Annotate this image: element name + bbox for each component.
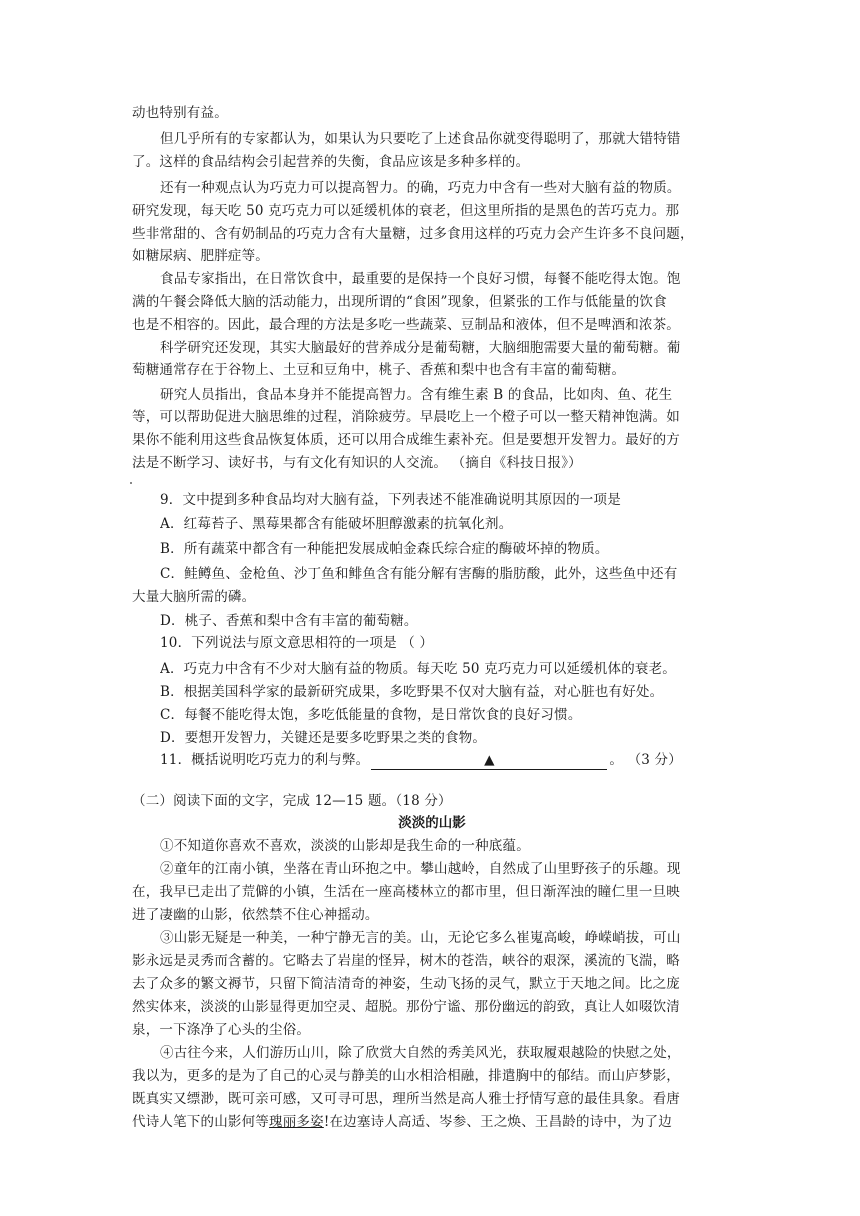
article-line: 泉，一下涤净了心头的尘俗。 (132, 1022, 311, 1038)
article-line: 在，我早已走出了荒僻的小镇，生活在一座高楼林立的都市里，但日渐浑浊的瞳仁里一旦映 (132, 884, 680, 900)
article-line: ③山影无疑是一种美，一种宁静无言的美。山，无论它多么崔嵬高峻，峥嵘峭拔，可山 (160, 930, 681, 946)
passage-line: 些非常甜的、含有奶制品的巧克力含有大量糖，过多食用这样的巧克力会产生许多不良问题， (132, 226, 694, 242)
passage-line: 法是不断学习、读好书，与有文化有知识的人交流。 （摘自《科技日报》） (132, 455, 582, 471)
article-line: 进了凄幽的山影，依然禁不住心神摇动。 (132, 907, 379, 923)
passage-line: 等，可以帮助促进大脑思维的过程，消除疲劳。早晨吃上一个橙子可以一整天精神饱满。如 (132, 409, 680, 425)
answer-blank[interactable] (371, 751, 607, 770)
article-line: 然实体来，淡淡的山影显得更加空灵、超脱。那份宁谧、那份幽远的韵致，真让人如啜饮清 (132, 999, 680, 1015)
stray-mark (130, 482, 132, 484)
passage-line: 食品专家指出，在日常饮食中，最重要的是保持一个良好习惯，每餐不能吃得太饱。饱 (160, 271, 681, 287)
passage-line: 研究人员指出，食品本身并不能提高智力。含有维生素 B 的食品，比如肉、鱼、花生 (160, 387, 673, 403)
triangle-icon: ▲ (484, 752, 495, 768)
question-10-option-a: A．巧克力中含有不少对大脑有益的物质。每天吃 50 克巧克力可以延缓机体的衰老。 (160, 661, 677, 677)
passage-line: 研究发现，每天吃 50 克巧克力可以延缓机体的衰老，但这里所指的是黑色的苦巧克力。那 (132, 203, 680, 219)
section-heading: （二）阅读下面的文字，完成 12—15 题。（18 分） (132, 793, 452, 809)
question-9-option-a: A．红莓苔子、黑莓果都含有能破坏胆醇激素的抗氧化剂。 (160, 516, 513, 532)
passage-line: 也是不相容的。因此，最合理的方法是多吃一些蔬菜、豆制品和液体，但不是啤酒和浓茶。 (132, 317, 680, 333)
question-9-option-b: B．所有蔬菜中都含有一种能把发展成帕金森氏综合症的酶破坏掉的物质。 (160, 541, 609, 557)
question-10-option-c: C．每餐不能吃得太饱，多吃低能量的食物，是日常饮食的良好习惯。 (160, 707, 582, 723)
passage-line: 还有一种观点认为巧克力可以提高智力。的确，巧克力中含有一些对大脑有益的物质。 (160, 180, 681, 196)
question-11-score: 。 （3 分） (609, 752, 682, 768)
question-9-stem: 9．文中提到多种食品均对大脑有益，下列表述不能准确说明其原因的一项是 (160, 492, 621, 508)
article-line: ②童年的江南小镇，坐落在青山环抱之中。攀山越岭，自然成了山里野孩子的乐趣。现 (160, 861, 681, 877)
article-line (132, 1111, 732, 1133)
article-line-before: 代诗人笔下的山影何等 (132, 1114, 269, 1130)
question-9-option-c-cont: 大量大脑所需的磷。 (132, 589, 256, 605)
question-9-option-d: D．桃子、香蕉和梨中含有丰富的葡萄糖。 (160, 613, 418, 629)
underlined-phrase: 瑰丽多姿 (269, 1114, 324, 1130)
question-10-option-d: D．要想开发智力，关键还是要多吃野果之类的食物。 (160, 730, 487, 746)
passage-line: 满的午餐会降低大脑的活动能力，出现所谓的“食困”现象，但紧张的工作与低能量的饮食 (132, 294, 667, 310)
question-11-stem: 11．概括说明吃巧克力的利与弊。 (160, 752, 370, 768)
article-line: 既真实又缥渺，既可亲可感，又可寻可思，理所当然是高人雅士抒情写意的最佳具象。看唐 (132, 1091, 680, 1107)
passage-line: 萄糖通常存在于谷物上、土豆和豆角中，桃子、香蕉和梨中也含有丰富的葡萄糖。 (132, 362, 626, 378)
passage-line: 动也特别有益。 (132, 105, 228, 121)
article-line: 去了众多的繁文褥节，只留下简洁清奇的神姿，生动飞扬的灵气，默立于天地之间。比之庞 (132, 976, 680, 992)
question-9-option-c: C．鲑鳟鱼、金枪鱼、沙丁鱼和鲱鱼含有能分解有害酶的脂肪酸，此外，这些鱼中还有 (160, 566, 678, 582)
article-line-after: !在边塞诗人高适、岑参、王之焕、王昌龄的诗中，为了边 (323, 1114, 672, 1130)
article-line: ①不知道你喜欢不喜欢，淡淡的山影却是我生命的一种底蕴。 (160, 838, 530, 854)
passage-line: 科学研究还发现，其实大脑最好的营养成分是葡萄糖，大脑细胞需要大量的葡萄糖。葡 (160, 340, 681, 356)
question-11 (160, 749, 732, 771)
article-line: 影永远是灵秀而含蓄的。它略去了岩崖的怪异，树木的苍浩，峡谷的艰深，溪流的飞湍，略 (132, 953, 680, 969)
passage-line: 如糖尿病、肥胖症等。 (132, 248, 269, 264)
question-10-stem: 10．下列说法与原文意思相符的一项是 （ ） (160, 635, 434, 651)
article-line: ④古往今来，人们游历山川，除了欣赏大自然的秀美风光，获取履艰越险的快慰之处， (160, 1045, 681, 1061)
article-line: 我以为，更多的是为了自己的心灵与静美的山水相洽相融，排遣胸中的郁结。而山庐梦影， (132, 1068, 680, 1084)
passage-line: 但几乎所有的专家都认为，如果认为只要吃了上述食品你就变得聪明了，那就大错特错 (160, 131, 681, 147)
article-title: 淡淡的山影 (398, 815, 466, 831)
passage-line: 果你不能利用这些食品恢复体质，还可以用合成维生素补充。但是要想开发智力。最好的方 (132, 432, 680, 448)
passage-line: 了。这样的食品结构会引起营养的失衡，食品应该是多种多样的。 (132, 154, 530, 170)
question-10-option-b: B．根据美国科学家的最新研究成果，多吃野果不仅对大脑有益，对心脏也有好处。 (160, 684, 664, 700)
